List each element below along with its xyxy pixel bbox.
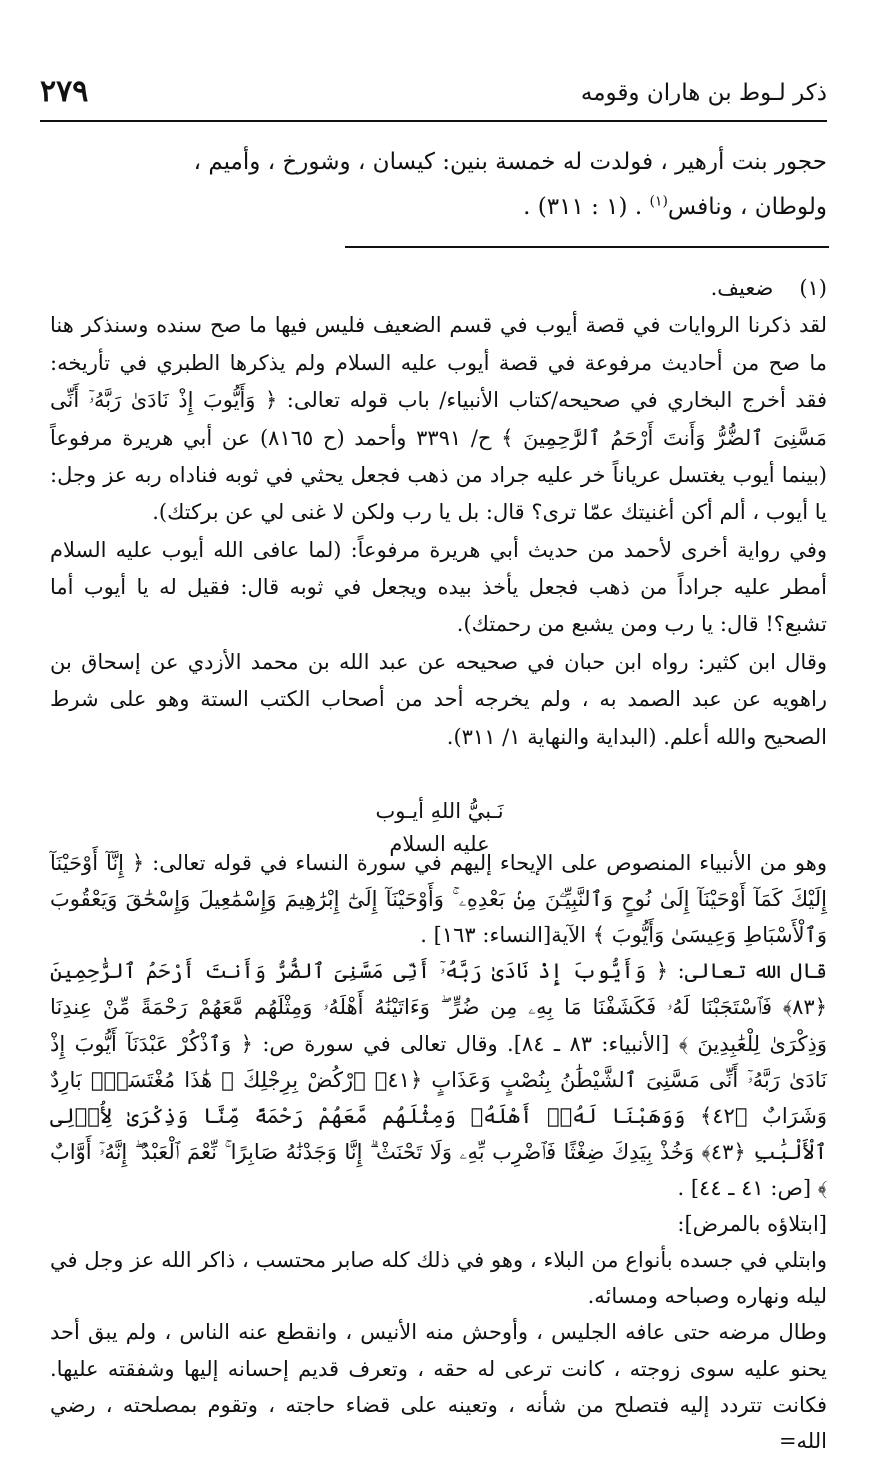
section-title: نَـبيُّ اللهِ أيـوب xyxy=(375,799,504,823)
page-header xyxy=(40,74,827,118)
page-number: ٢٧٩ xyxy=(40,74,89,109)
main-text xyxy=(50,845,827,1459)
footnotes xyxy=(50,270,827,756)
footnote-marker: (١) xyxy=(799,276,827,300)
subheading-illness: [ابتلاؤه بالمرض]: xyxy=(677,1212,827,1237)
top-paragraph-line2-text: ولوطان ، ونافس xyxy=(667,193,827,220)
top-paragraph-line2 xyxy=(50,185,827,230)
main-paragraph-3: وابتلي في جسده بأنواع من البلاء ، وهو في ذلك كله صابر محتسب ، ذاكر الله عز وجل في ليله ونهاره وصباحه ومسائه. xyxy=(50,1248,827,1309)
main-paragraph-4: وطال مرضه حتى عافه الجليس ، وأوحش منه الأنيس ، وانقطع عنه الناس ، ولم يبق أحد يحنو عليه سوى زوجته ، كانت ترعى له حقه ، وتعرف قديم إحسانه إليها وشفقته عليها. فكانت تتردد إليه فتصلح من شأنه ، وتعينه على قضاء حاجته ، وتقوم بمصلحته ، رضي الله= xyxy=(50,1320,827,1453)
top-paragraph-line2-ref: . (١ : ٣١١) . xyxy=(523,193,650,220)
footnote-grade: ضعيف. xyxy=(710,276,774,300)
footnote-mark: (١) xyxy=(649,193,668,210)
top-paragraph-line1: حجور بنت أرهير ، فولدت له خمسة بنين: كيسان ، وشورخ ، وأميم ، xyxy=(193,149,827,175)
footnote-paragraph-2: وفي رواية أخرى لأحمد من حديث أبي هريرة مرفوعاً: (لما عافى الله أيوب عليه السلام أمطر عليه جراداً من ذهب فجعل يأخذ بيده ويجعل في ثوبه قال: فقيل له يا أيوب أما تشبع؟! قال: يا رب ومن يشبع من رحمتك). xyxy=(50,537,827,637)
top-paragraph xyxy=(50,140,827,230)
section-subtitle: عليه السلام xyxy=(389,831,490,856)
header-rule xyxy=(40,120,827,122)
main-paragraph-2: قال الله تعالى: ﴿ وَأَيُّوبَ إِذْ نَادَىٰ رَبَّهُۥٓ أَنِّى مَسَّنِىَ ٱلضُّرُّ وَأَنتَ أَرْحَمُ ٱلرَّٰحِمِينَ ﴿٨٣﴾ فَٱسْتَجَبْنَا لَهُۥ فَكَشَفْنَا مَا بِهِۦ مِن ضُرٍّ ۖ وَءَاتَيْنَٰهُ أَهْلَهُۥ وَمِثْلَهُم مَّعَهُمْ رَحْمَةً مِّنْ عِندِنَا وَذِكْرَىٰ لِلْعَٰبِدِينَ ﴾ [الأنبياء: ٨٣ ـ ٨٤]. وقال تعالى في سورة ص: ﴿ وَٱذْكُرْ عَبْدَنَآ أَيُّوبَ إِذْ نَادَىٰ رَبَّهُۥٓ أَنِّى مَسَّنِىَ ٱلشَّيْطَٰنُ بِنُصْبٍ وَعَذَابٍ ﴿٤١﴾ ٱرْكُضْ بِرِجْلِكَ ۖ هَٰذَا مُغْتَسَلٌۢ بَارِدٌ وَشَرَابٌ ﴿٤٢﴾ وَوَهَبْنَا لَهُۥٓ أَهْلَهُۥ وَمِثْلَهُم مَّعَهُمْ رَحْمَةً مِّنَّا وَذِكْرَىٰ لِأُو۟لِى ٱلْأَلْبَٰبِ ﴿٤٣﴾ وَخُذْ بِيَدِكَ ضِغْثًا فَٱضْرِب بِّهِۦ وَلَا تَحْنَثْ ۗ إِنَّا وَجَدْنَٰهُ صَابِرًا ۚ نِّعْمَ ٱلْعَبْدُ ۖ إِنَّهُۥٓ أَوَّابٌ ﴾ [ص: ٤١ ـ ٤٤] . xyxy=(50,959,827,1200)
main-paragraph-1: وهو من الأنبياء المنصوص على الإيحاء إليهم في سورة النساء في قوله تعالى: ﴿ إِنَّآ أَوْحَيْنَآ إِلَيْكَ كَمَآ أَوْحَيْنَآ إِلَىٰ نُوحٍ وَٱلنَّبِيِّـۧنَ مِنۢ بَعْدِهِۦ ۚ وَأَوْحَيْنَآ إِلَىٰٓ إِبْرَٰهِيمَ وَإِسْمَٰعِيلَ وَإِسْحَٰقَ وَيَعْقُوبَ وَٱلْأَسْبَاطِ وَعِيسَىٰ وَأَيُّوبَ ﴾ الآية[النساء: ١٦٣] . xyxy=(50,851,827,948)
running-title: ذكر لـوط بن هاران وقومه xyxy=(580,80,827,106)
footnote-paragraph-1: لقد ذكرنا الروايات في قصة أيوب في قسم الضعيف فليس فيها ما صح سنده وسنذكر هنا ما صح من أحاديث مرفوعة في قصة أيوب عليه السلام ولم يذكرها الطبري في تأريخه: فقد أخرج البخاري في صحيحه/كتاب الأنبياء/ باب قوله تعالى: ﴿ وَأَيُّوبَ إِذْ نَادَىٰ رَبَّهُۥٓ أَنِّى مَسَّنِىَ ٱلضُّرُّ وَأَنتَ أَرْحَمُ ٱلرَّٰحِمِينَ ﴾ ح/ ٣٣٩١ وأحمد (ح ٨١٦٥) عن أبي هريرة مرفوعاً (بينما أيوب يغتسل عرياناً خر عليه جراد من ذهب فجعل يحثي في ثوبه فناداه ربه عز وجل: يا أيوب ، ألم أكن أغنيتك عمّا ترى؟ قال: بل يا رب ولكن لا غنى لي عن بركتك). xyxy=(50,313,827,525)
footnote-paragraph-3: وقال ابن كثير: رواه ابن حبان في صحيحه عن عبد الله بن محمد الأزدي عن إسحاق بن راهويه عن عبد الصمد به ، ولم يخرجه أحد من أصحاب الكتب الستة وهو على شرط الصحيح والله أعلم. (البداية والنهاية ١/ ٣١١). xyxy=(50,649,827,749)
footnote-label-line xyxy=(50,270,827,307)
footnote-rule xyxy=(345,246,829,248)
